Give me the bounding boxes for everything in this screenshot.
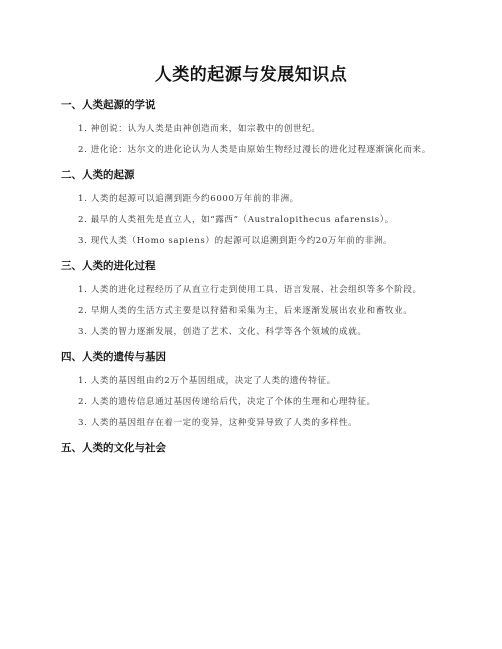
list-item: 3. 人类的智力逐渐发展，创造了艺术、文化、科学等各个领域的成就。 <box>78 327 367 337</box>
section-human-origin <box>61 168 439 250</box>
document-body <box>61 98 439 464</box>
section-genetics <box>61 350 439 432</box>
section-heading: 三、人类的进化过程 <box>61 260 156 272</box>
list-item: 3. 人类的基因组存在着一定的变异，这种变异导致了人类的多样性。 <box>78 418 358 428</box>
list-item: 1. 神创说：认为人类是由神创造而来，如宗教中的创世纪。 <box>78 124 321 134</box>
list-item: 1. 人类的进化过程经历了从直立行走到使用工具、语言发展、社会组织等多个阶段。 <box>78 285 422 295</box>
list-item: 2. 最早的人类祖先是直立人，如“露西”（Australopithecus afarensis）。 <box>78 215 394 225</box>
list-item: 1. 人类的基因组由约2万个基因组成，决定了人类的遗传特征。 <box>78 376 336 386</box>
list-item: 2. 进化论：达尔文的进化论认为人类是由原始生物经过漫长的进化过程逐渐演化而来。 <box>78 145 431 155</box>
page-title: 人类的起源与发展知识点 <box>154 65 348 85</box>
list-item: 2. 人类的遗传信息通过基因传递给后代，决定了个体的生理和心理特征。 <box>78 397 376 407</box>
list-item: 3. 现代人类（Homo sapiens）的起源可以追溯到距今约20万年前的非洲。 <box>78 236 393 246</box>
section-heading: 一、人类起源的学说 <box>61 99 156 111</box>
section-heading: 二、人类的起源 <box>61 169 135 181</box>
list-item: 2. 早期人类的生活方式主要是以狩猎和采集为主，后来逐渐发展出农业和畜牧业。 <box>78 306 413 316</box>
section-heading: 五、人类的文化与社会 <box>61 442 166 454</box>
section-origin-theories <box>61 98 439 159</box>
section-evolution-process <box>61 259 439 341</box>
section-culture-society <box>61 441 439 455</box>
list-item: 1. 人类的起源可以追溯到距今约6000万年前的非洲。 <box>78 194 299 204</box>
section-heading: 四、人类的遗传与基因 <box>61 351 166 363</box>
